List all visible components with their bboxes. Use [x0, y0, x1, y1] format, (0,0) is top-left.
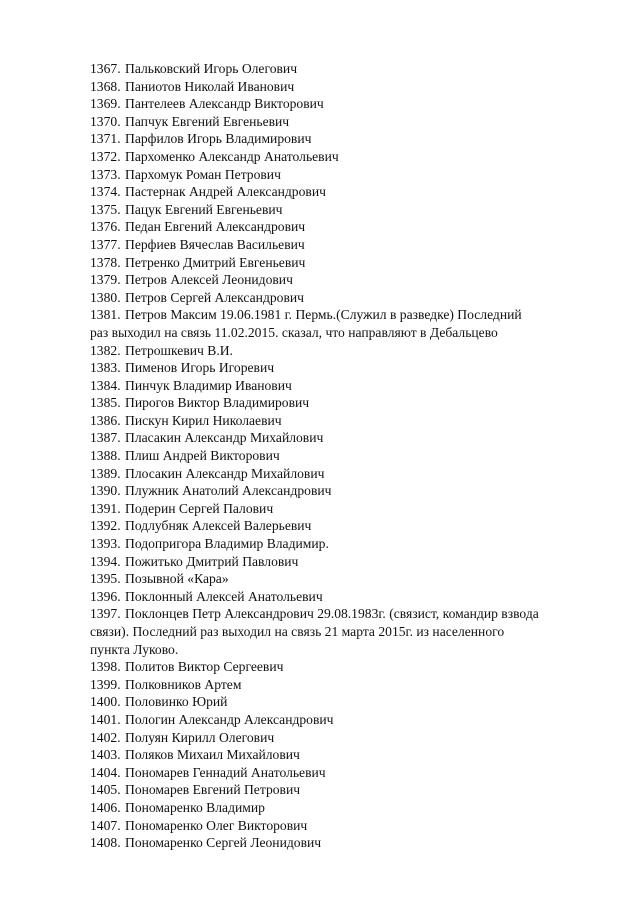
entry-line — [90, 236, 595, 254]
entry-text: Пастернак Андрей Александрович — [125, 184, 326, 200]
entry-number: 1370. — [90, 113, 121, 129]
list-item — [90, 166, 595, 184]
list-item — [90, 500, 595, 518]
entry-line — [90, 113, 595, 131]
entry-text: Пименов Игорь Игоревич — [125, 360, 275, 376]
entry-number: 1406. — [90, 799, 121, 815]
list-item — [90, 676, 595, 694]
entry-text: Пацук Евгений Евгеньевич — [125, 201, 283, 217]
entry-number: 1394. — [90, 553, 121, 569]
entry-line — [90, 817, 595, 835]
entry-text: Полуян Кирилл Олегович — [125, 729, 275, 745]
entry-line — [90, 271, 595, 289]
entry-line — [90, 78, 595, 96]
list-item — [90, 658, 595, 676]
entry-line — [90, 447, 595, 465]
entry-number: 1384. — [90, 377, 121, 393]
list-item — [90, 218, 595, 236]
entry-text: Пономаренко Олег Викторович — [125, 817, 308, 833]
entry-number: 1369. — [90, 96, 121, 112]
entry-number: 1391. — [90, 500, 121, 516]
list-item — [90, 130, 595, 148]
list-item — [90, 148, 595, 166]
entry-text: Полковников Артем — [125, 676, 242, 692]
entry-number: 1404. — [90, 764, 121, 780]
entry-text: Пирогов Виктор Владимирович — [125, 395, 310, 411]
list-item — [90, 570, 595, 588]
entry-text: Пономарев Геннадий Анатольевич — [125, 764, 326, 780]
entry-line — [90, 588, 595, 606]
entry-line — [90, 306, 595, 324]
entry-line — [90, 605, 595, 623]
list-item — [90, 377, 595, 395]
entry-number: 1386. — [90, 412, 121, 428]
entry-text: Петров Сергей Александрович — [125, 289, 304, 305]
entry-number: 1378. — [90, 254, 121, 270]
entry-number: 1400. — [90, 694, 121, 710]
entry-text: Петров Алексей Леонидович — [125, 272, 293, 288]
entry-line — [90, 95, 595, 113]
entry-text: связи). Последний раз выходил на связь 21 марта 2015г. из населенного — [90, 624, 505, 639]
entry-text: Петрошкевич В.И. — [125, 342, 233, 358]
entry-line — [90, 342, 595, 360]
list-item — [90, 394, 595, 412]
list-item — [90, 729, 595, 747]
list-item — [90, 254, 595, 272]
entry-text: Паниотов Николай Иванович — [125, 78, 295, 94]
entry-number: 1377. — [90, 236, 121, 252]
entry-line — [90, 254, 595, 272]
entry-text: Половинко Юрий — [125, 694, 228, 710]
list-item — [90, 834, 595, 852]
list-item — [90, 289, 595, 307]
entry-number: 1368. — [90, 78, 121, 94]
entry-line — [90, 130, 595, 148]
list-item — [90, 588, 595, 606]
entry-line — [90, 377, 595, 395]
entry-line — [90, 60, 595, 78]
entry-number: 1397. — [90, 606, 121, 622]
list-item — [90, 764, 595, 782]
list-item — [90, 482, 595, 500]
list-item — [90, 517, 595, 535]
entry-line — [90, 658, 595, 676]
entry-number: 1405. — [90, 782, 121, 798]
list-item — [90, 817, 595, 835]
entry-text: пункта Луково. — [90, 641, 179, 657]
entry-line — [90, 289, 595, 307]
entry-number: 1401. — [90, 711, 121, 727]
entry-number: 1403. — [90, 747, 121, 763]
list-item — [90, 201, 595, 219]
entry-line — [90, 746, 595, 764]
entry-line — [90, 676, 595, 694]
entry-number: 1398. — [90, 659, 121, 675]
entry-text: Пантелеев Александр Викторович — [125, 96, 324, 112]
entry-number: 1393. — [90, 536, 121, 552]
entry-number: 1372. — [90, 148, 121, 164]
list-item — [90, 605, 595, 658]
list-item — [90, 711, 595, 729]
entry-number: 1380. — [90, 289, 121, 305]
list-item — [90, 78, 595, 96]
list-item — [90, 465, 595, 483]
entry-line — [90, 764, 595, 782]
entry-line — [90, 482, 595, 500]
entry-text: Пальковский Игорь Олегович — [125, 61, 298, 76]
name-list — [90, 60, 595, 852]
entry-line — [90, 641, 595, 659]
list-item — [90, 236, 595, 254]
entry-text: Пономарев Евгений Петрович — [125, 782, 301, 798]
entry-text: Пархоменко Александр Анатольевич — [125, 148, 339, 164]
list-item — [90, 183, 595, 201]
entry-text: Пинчук Владимир Иванович — [125, 377, 292, 393]
entry-number: 1374. — [90, 184, 121, 200]
entry-number: 1389. — [90, 465, 121, 481]
entry-line — [90, 429, 595, 447]
entry-line — [90, 324, 595, 342]
entry-text: Папчук Евгений Евгеньевич — [125, 113, 290, 129]
entry-number: 1383. — [90, 360, 121, 376]
entry-text: Подопригора Владимир Владимир. — [125, 536, 329, 552]
entry-number: 1385. — [90, 395, 121, 411]
list-item — [90, 113, 595, 131]
list-item — [90, 553, 595, 571]
entry-text: Пархомук Роман Петрович — [125, 166, 281, 182]
list-item — [90, 271, 595, 289]
entry-number: 1381. — [90, 307, 121, 323]
entry-number: 1395. — [90, 571, 121, 587]
entry-line — [90, 394, 595, 412]
entry-text: Поклонцев Петр Александрович 29.08.1983г. (связист, командир взвода — [125, 606, 539, 622]
entry-number: 1375. — [90, 201, 121, 217]
entry-number: 1387. — [90, 430, 121, 446]
entry-line — [90, 183, 595, 201]
entry-text: Плиш Андрей Викторович — [125, 448, 280, 464]
entry-line — [90, 623, 595, 641]
entry-number: 1382. — [90, 342, 121, 358]
entry-line — [90, 535, 595, 553]
entry-line — [90, 799, 595, 817]
entry-line — [90, 729, 595, 747]
entry-line — [90, 693, 595, 711]
entry-line — [90, 359, 595, 377]
entry-line — [90, 834, 595, 852]
entry-number: 1379. — [90, 272, 121, 288]
list-item — [90, 412, 595, 430]
entry-text: Пожитько Дмитрий Павлович — [125, 553, 299, 569]
entry-text: Поляков Михаил Михайлович — [125, 747, 300, 763]
list-item — [90, 447, 595, 465]
entry-text: Плужник Анатолий Александрович — [125, 483, 332, 499]
entry-line — [90, 517, 595, 535]
entry-number: 1376. — [90, 219, 121, 235]
entry-line — [90, 570, 595, 588]
list-item — [90, 95, 595, 113]
entry-text: Петренко Дмитрий Евгеньевич — [125, 254, 306, 270]
list-item — [90, 746, 595, 764]
list-item — [90, 359, 595, 377]
list-item — [90, 306, 595, 341]
entry-number: 1373. — [90, 166, 121, 182]
entry-line — [90, 465, 595, 483]
entry-number: 1367. — [90, 61, 121, 76]
entry-text: Перфиев Вячеслав Васильевич — [125, 236, 305, 252]
entry-number: 1388. — [90, 448, 121, 464]
entry-text: Пласакин Александр Михайлович — [125, 430, 324, 446]
list-item — [90, 535, 595, 553]
entry-text: Парфилов Игорь Владимирович — [125, 131, 312, 147]
entry-number: 1390. — [90, 483, 121, 499]
entry-text: Подлубняк Алексей Валерьевич — [125, 518, 312, 534]
entry-number: 1402. — [90, 729, 121, 745]
entry-text: Пономаренко Владимир — [125, 799, 265, 815]
entry-number: 1392. — [90, 518, 121, 534]
entry-text: Пономаренко Сергей Леонидович — [125, 835, 322, 851]
entry-line — [90, 218, 595, 236]
entry-text: Политов Виктор Сергеевич — [125, 659, 284, 675]
entry-text: Подерин Сергей Палович — [125, 500, 274, 516]
entry-text: Позывной «Кара» — [125, 571, 229, 587]
entry-text: Плосакин Александр Михайлович — [125, 465, 325, 481]
entry-line — [90, 201, 595, 219]
entry-number: 1407. — [90, 817, 121, 833]
entry-line — [90, 553, 595, 571]
list-item — [90, 693, 595, 711]
entry-number: 1399. — [90, 676, 121, 692]
entry-text: Педан Евгений Александрович — [125, 219, 306, 235]
entry-text: раз выходил на связь 11.02.2015. сказал, что направляют в Дебальцево — [90, 324, 498, 340]
entry-line — [90, 781, 595, 799]
entry-number: 1408. — [90, 835, 121, 851]
list-item — [90, 60, 595, 78]
entry-line — [90, 412, 595, 430]
entry-line — [90, 148, 595, 166]
list-item — [90, 781, 595, 799]
entry-line — [90, 166, 595, 184]
list-item — [90, 429, 595, 447]
list-item — [90, 799, 595, 817]
entry-number: 1371. — [90, 131, 121, 147]
entry-text: Поклонный Алексей Анатольевич — [125, 588, 323, 604]
entry-text: Пологин Александр Александрович — [125, 711, 334, 727]
entry-line — [90, 500, 595, 518]
list-item — [90, 342, 595, 360]
entry-number: 1396. — [90, 588, 121, 604]
entry-text: Петров Максим 19.06.1981 г. Пермь.(Служил в разведке) Последний — [125, 307, 522, 323]
entry-line — [90, 711, 595, 729]
entry-text: Пискун Кирил Николаевич — [125, 412, 282, 428]
